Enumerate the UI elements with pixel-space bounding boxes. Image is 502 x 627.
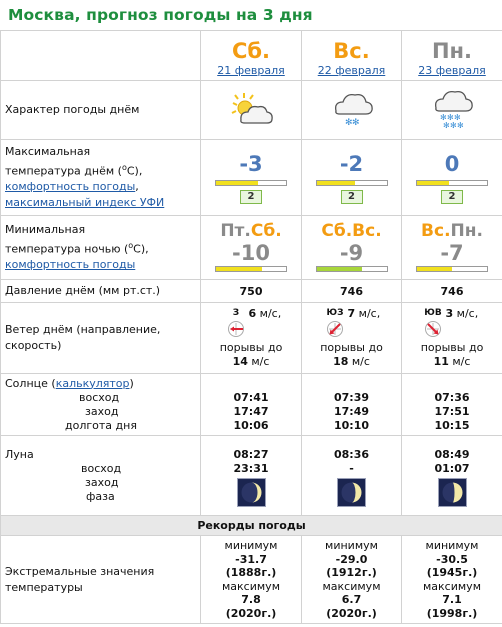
wind-dir-label: ЮЗ <box>326 308 344 318</box>
comfort-link-night[interactable]: комфортность погоды <box>5 258 136 272</box>
record-max-label: максимум <box>222 579 280 593</box>
wind-unit: м/с, <box>259 307 282 320</box>
night-comfort-bar <box>316 266 388 272</box>
record-min-value: -30.5 <box>436 552 468 566</box>
svg-text:✻: ✻ <box>344 117 353 128</box>
night-comfort-bar-fill <box>317 267 363 271</box>
night-comfort-bar-fill <box>417 267 452 271</box>
gusts-label: порывы до <box>420 341 484 354</box>
svg-text:✻: ✻ <box>457 120 464 130</box>
sunset-label: заход <box>85 404 119 418</box>
record-min-label: минимум <box>224 539 278 552</box>
records-header: Рекорды погоды <box>1 516 502 536</box>
pressure-row <box>1 280 502 303</box>
pressure-value-2: 746 <box>402 280 502 303</box>
sunset-time: 17:49 <box>333 404 369 418</box>
moon-label: Луна <box>5 447 34 461</box>
sun-label-tail: ) <box>129 376 134 390</box>
sun-cell-0 <box>201 374 302 436</box>
night-comfort-bar <box>416 266 488 272</box>
tmax-row <box>1 140 502 216</box>
tmin-cell-1 <box>302 216 402 280</box>
gusts-label: порывы до <box>219 341 283 354</box>
sun-label-cell <box>1 374 201 436</box>
record-max-value: 7.1 <box>442 593 462 606</box>
header-row <box>1 31 502 81</box>
wind-speed: 7 <box>347 307 356 320</box>
extreme-label-cell <box>1 536 201 624</box>
record-min-value: -29.0 <box>335 552 368 566</box>
wind-cell-1 <box>302 303 402 374</box>
sunset-time: 17:51 <box>434 404 470 418</box>
wind-speed: 3 <box>445 307 454 320</box>
moonrise-time: 08:49 <box>434 448 470 461</box>
moonset-label: заход <box>85 475 119 489</box>
day-name: Вс. <box>333 38 370 63</box>
gusts-value: 11 <box>433 355 449 368</box>
gusts-label: порывы до <box>320 341 383 354</box>
night-prev-day: Вс. <box>421 220 451 241</box>
heavy-snow-cloud-icon <box>427 112 477 135</box>
sunrise-time: 07:41 <box>233 390 269 404</box>
sun-cell-2 <box>402 374 502 436</box>
moonrise-label: восход <box>81 461 122 475</box>
moon-phase-icon <box>237 478 266 507</box>
record-min-value: -31.7 <box>235 552 267 566</box>
moon-phase-icon <box>337 478 366 507</box>
comfort-bar-fill <box>417 181 449 185</box>
record-min-label: минимум <box>325 539 378 552</box>
date-link[interactable]: 22 февраля <box>317 63 386 77</box>
night-comfort-bar-fill <box>216 267 262 271</box>
sun-cell-1 <box>302 374 402 436</box>
moon-row <box>1 436 502 516</box>
record-max-year: (2020г.) <box>225 606 277 620</box>
moonrise-time: 08:27 <box>233 448 269 461</box>
records-cell-0 <box>201 536 302 624</box>
wind-row <box>1 303 502 374</box>
uvi-badge: 2 <box>341 190 363 204</box>
tmin-unit-tail: C), <box>133 242 149 256</box>
night-prev-day: Сб. <box>321 220 353 241</box>
pressure-label: Давление днём (мм рт.ст.) <box>1 280 201 303</box>
tmax-label-cell: Максимальная температура днём ($^o$C), комфортность погоды, максимальный индекс УФИ <box>1 140 201 216</box>
daylength-time: 10:06 <box>233 418 269 432</box>
comfort-bar <box>416 180 488 186</box>
day-header-1 <box>302 31 402 81</box>
tmax-value: 0 <box>444 151 460 176</box>
sun-cloud-icon <box>226 119 276 132</box>
records-header-row <box>1 516 502 536</box>
moonset-time: 01:07 <box>434 462 470 475</box>
tmin-label-line1: Минимальная <box>5 222 86 236</box>
record-max-label: максимум <box>423 579 481 593</box>
header-empty-cell <box>1 31 201 81</box>
comfort-bar-fill <box>216 181 258 185</box>
svg-text:✻: ✻ <box>440 112 447 122</box>
record-max-label: максимум <box>322 579 381 593</box>
moon-cell-2 <box>402 436 502 516</box>
sunrise-time: 07:39 <box>333 390 369 404</box>
degree-sup: o <box>128 240 134 250</box>
moon-cell-0 <box>201 436 302 516</box>
wind-dir-label: З <box>232 308 240 318</box>
tmin-row <box>1 216 502 280</box>
forecast-table <box>0 30 502 624</box>
weather-cell-0 <box>201 81 302 140</box>
moonrise-time: 08:36 <box>333 448 369 461</box>
wind-rose-icon <box>227 328 245 341</box>
weather-label: Характер погоды днём <box>1 81 201 140</box>
moonset-time: - <box>349 462 354 475</box>
record-min-label: минимум <box>425 539 479 552</box>
uvi-link[interactable]: максимальный индекс УФИ <box>5 196 165 210</box>
extreme-label-line2: температуры <box>5 580 83 594</box>
weather-row <box>1 81 502 140</box>
moon-label-cell <box>1 436 201 516</box>
svg-text:✻: ✻ <box>447 112 454 122</box>
date-link[interactable]: 23 февраля <box>418 63 486 77</box>
svg-text:✻: ✻ <box>450 120 457 130</box>
day-name: Пн. <box>431 38 473 63</box>
gusts-unit: м/с <box>452 355 471 368</box>
record-max-value: 7.8 <box>241 593 261 606</box>
date-link[interactable]: 21 февраля <box>217 63 285 77</box>
tmax-cell-1 <box>302 140 402 216</box>
phase-label: фаза <box>86 489 115 503</box>
uvi-badge: 2 <box>240 190 262 204</box>
svg-text:✻: ✻ <box>454 112 461 122</box>
wind-cell-2 <box>402 303 502 374</box>
record-max-value: 6.7 <box>341 593 362 606</box>
tmax-label-line2: температура днём ( <box>5 164 122 178</box>
tmax-cell-2 <box>402 140 502 216</box>
tmax-unit-tail: C), <box>126 164 143 178</box>
record-min-year: (1888г.) <box>225 566 277 579</box>
day-header-2 <box>402 31 502 81</box>
moon-phase-icon <box>438 478 467 507</box>
tmin-label-cell <box>1 216 201 280</box>
night-comfort-bar <box>215 266 287 272</box>
moonset-time: 23:31 <box>233 462 269 475</box>
tmin-value: -10 <box>232 240 270 265</box>
wind-speed: 6 <box>248 307 257 320</box>
weather-cell-2 <box>402 81 502 140</box>
comfort-bar <box>316 180 388 186</box>
extreme-label-line1: Экстремальные значения <box>5 564 155 578</box>
gusts-unit: м/с <box>251 355 270 368</box>
sun-row <box>1 374 502 436</box>
records-cell-1 <box>302 536 402 624</box>
degree-sup: o <box>121 162 127 172</box>
tmax-cell-0 <box>201 140 302 216</box>
sunset-time: 17:47 <box>233 404 269 418</box>
daylength-time: 10:10 <box>333 418 369 432</box>
comfort-bar-fill <box>317 181 356 185</box>
gusts-unit: м/с <box>351 355 370 368</box>
daylength-label: долгота дня <box>65 418 137 432</box>
svg-text:✻: ✻ <box>351 117 360 128</box>
record-max-year: (2020г.) <box>326 606 377 620</box>
night-cur-day: Вс. <box>352 220 382 241</box>
tmax-value: -3 <box>239 151 263 176</box>
sunrise-time: 07:36 <box>434 390 470 404</box>
sun-label: Солнце ( <box>5 376 56 390</box>
night-cur-day: Сб. <box>250 220 282 241</box>
wind-rose-icon <box>424 328 442 341</box>
record-min-year: (1912г.) <box>326 566 377 579</box>
comfort-bar <box>215 180 287 186</box>
gusts-value: 14 <box>232 355 248 368</box>
comfort-link[interactable]: комфортность погоды <box>5 180 136 194</box>
records-cell-2 <box>402 536 502 624</box>
wind-unit: м/с, <box>358 307 381 320</box>
record-min-year: (1945г.) <box>426 566 478 579</box>
sunrise-label: восход <box>79 390 120 404</box>
pressure-value-0: 750 <box>201 280 302 303</box>
gusts-value: 18 <box>333 355 349 368</box>
wind-dir-label: ЮВ <box>424 308 442 318</box>
moon-cell-1 <box>302 436 402 516</box>
day-header-0 <box>201 31 302 81</box>
sun-calculator-link[interactable]: калькулятор <box>55 376 130 390</box>
weather-cell-1 <box>302 81 402 140</box>
daylength-time: 10:15 <box>434 418 470 432</box>
wind-label: Ветер днём (направление, скорость) <box>1 303 201 374</box>
wind-unit: м/с, <box>456 307 479 320</box>
records-row <box>1 536 502 624</box>
tmin-cell-0 <box>201 216 302 280</box>
uvi-badge: 2 <box>441 190 463 204</box>
pressure-value-1: 746 <box>302 280 402 303</box>
tmin-label-line2: температура ночью ( <box>5 242 129 256</box>
tmax-label-line1: Максимальная <box>5 144 91 158</box>
record-max-year: (1998г.) <box>426 606 478 620</box>
cloud-snow-icon <box>327 117 377 134</box>
tmax-value: -2 <box>339 151 364 176</box>
tmin-cell-2 <box>402 216 502 280</box>
tmin-value: -7 <box>440 240 464 265</box>
wind-rose-icon <box>326 328 344 341</box>
wind-cell-0 <box>201 303 302 374</box>
day-name: Сб. <box>231 38 271 63</box>
svg-text:✻: ✻ <box>443 120 450 130</box>
page-title: Москва, прогноз погоды на 3 дня <box>8 6 313 24</box>
night-cur-day: Пн. <box>450 220 483 241</box>
tmin-value: -9 <box>339 240 364 265</box>
night-prev-day: Пт. <box>220 220 251 241</box>
